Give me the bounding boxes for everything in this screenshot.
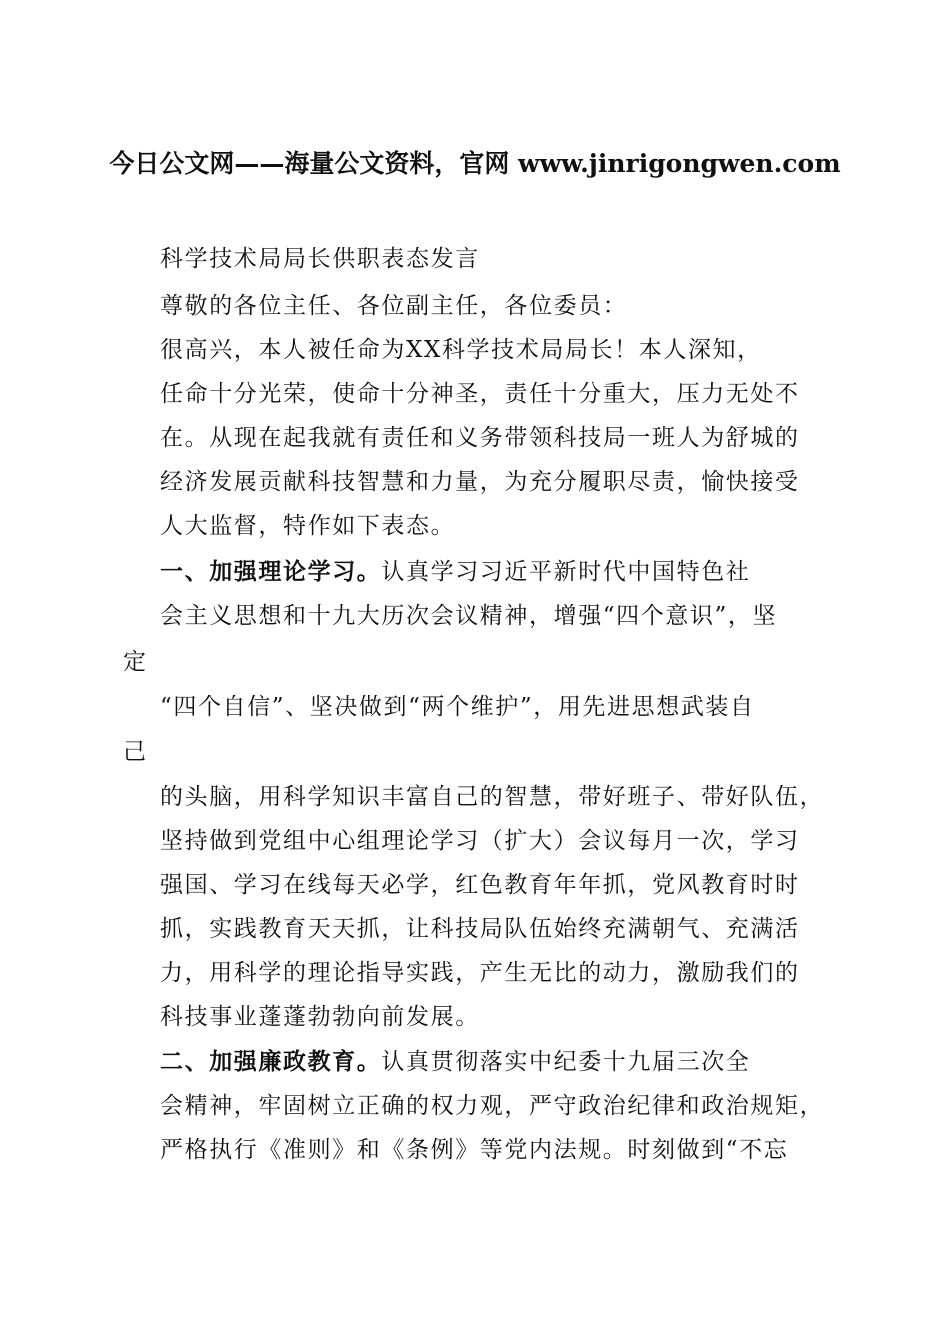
section2-heading: 二、加强廉政教育。	[160, 1048, 382, 1075]
intro-line: 人大监督，特作如下表态。	[160, 513, 456, 539]
section1-line: 坚持做到党组中心组理论学习（扩大）会议每月一次，学习	[160, 828, 800, 854]
section1-line: “四个自信”、坚决做到“两个维护”，用先进思想武装自	[160, 694, 755, 720]
document-title: 科学技术局局长供职表态发言	[160, 246, 480, 272]
intro-line: 经济发展贡献科技智慧和力量，为充分履职尽责，愉快接受	[160, 469, 800, 495]
intro-line: 任命十分光荣，使命十分神圣，责任十分重大，压力无处不	[160, 381, 800, 407]
section1-line: 定	[123, 649, 148, 675]
section1-line: 力，用科学的理论指导实践，产生无比的动力，激励我们的	[160, 960, 800, 986]
section2-lead: 认真贯彻落实中纪委十九届三次全	[381, 1049, 751, 1075]
section1-line: 科技事业蓬蓬勃勃向前发展。	[160, 1004, 480, 1030]
section2-first-line	[160, 1043, 750, 1076]
section1-line: 抓，实践教育天天抓，让科技局队伍始终充满朝气、充满活	[160, 916, 800, 942]
section1-line: 己	[123, 739, 148, 765]
section1-line: 会主义思想和十九大历次会议精神，增强“四个意识”，坚	[160, 603, 778, 629]
page-header: 今日公文网——海量公文资料，官网 www.jinrigongwen.com	[109, 149, 841, 178]
salutation: 尊敬的各位主任、各位副主任，各位委员：	[160, 293, 628, 319]
section1-lead: 认真学习习近平新时代中国特色社	[381, 559, 751, 585]
section1-first-line	[160, 553, 750, 586]
section1-line: 的头脑，用科学知识丰富自己的智慧，带好班子、带好队伍，	[160, 784, 825, 810]
section1-heading: 一、加强理论学习。	[160, 558, 382, 585]
intro-line: 在。从现在起我就有责任和义务带领科技局一班人为舒城的	[160, 425, 800, 451]
section2-line: 会精神，牢固树立正确的权力观，严守政治纪律和政治规矩，	[160, 1093, 825, 1119]
section1-line: 强国、学习在线每天必学，红色教育年年抓，党风教育时时	[160, 872, 800, 898]
section2-line: 严格执行《准则》和《条例》等党内法规。时刻做到“不忘	[160, 1137, 789, 1163]
intro-line: 很高兴，本人被任命为XX科学技术局局长！本人深知，	[160, 337, 762, 363]
